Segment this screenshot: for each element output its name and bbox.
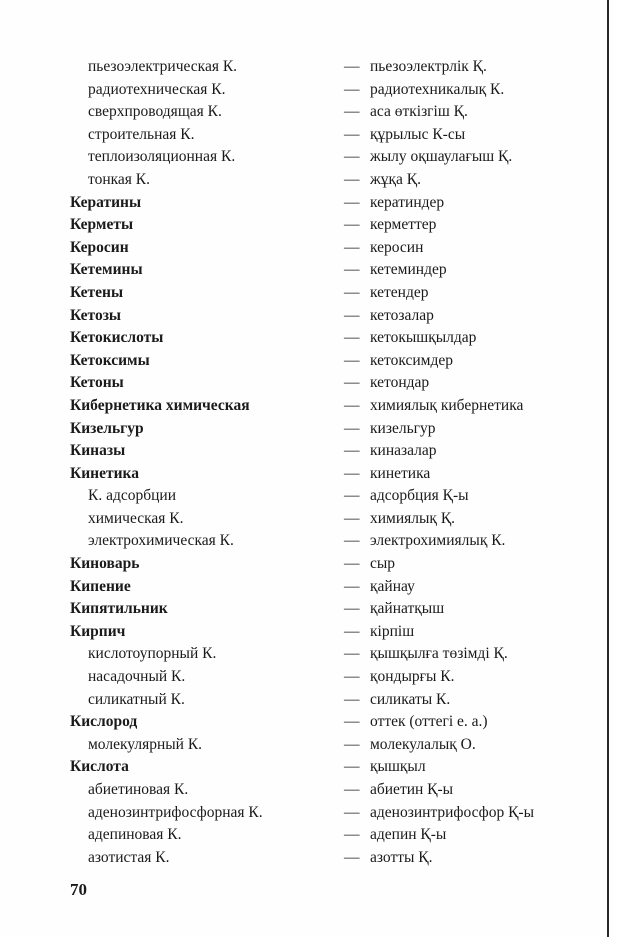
entry-translation: кетеминдер [370,261,447,279]
headword-entry [0,576,607,599]
entry-term: Кетоксимы [70,351,150,369]
entry-translation: қайнатқыш [370,600,445,618]
entry-dash: — [344,419,360,437]
entry-translation: кизельгур [370,419,436,437]
entry-dash: — [344,170,360,188]
entry-term: силикатный К. [88,690,185,708]
entry-dash: — [344,622,360,640]
headword-entry [0,621,607,644]
entry-term: кислотоупорный К. [88,645,217,663]
entry-term: Кирпич [70,622,126,640]
entry-term: азотистая К. [88,848,170,866]
entry-dash: — [344,351,360,369]
entry-translation: абиетин Қ-ы [370,781,454,798]
entry-translation: силикаты К. [370,690,451,708]
entry-term: К. адсорбции [88,487,177,505]
entry-translation: сыр [370,555,396,573]
entry-dash: — [344,261,360,279]
entry-translation: аса өткізгіш Қ. [370,103,468,121]
entry-term: Кетокислоты [70,329,164,347]
subentry [0,666,607,689]
entry-dash: — [344,329,360,347]
entry-term: Керметы [70,216,134,234]
entry-dash: — [344,80,360,98]
entry-dash: — [344,442,360,460]
entry-dash: — [344,306,360,324]
entry-term: Кетемины [70,261,143,279]
entry-translation: кинетика [370,464,431,482]
entry-dash: — [344,125,360,143]
headword-entry [0,440,607,463]
entry-translation: адсорбция Қ-ы [370,487,469,505]
entry-term: насадочный К. [88,668,186,686]
entry-translation: кератиндер [370,193,445,211]
headword-entry [0,237,607,260]
entry-dash: — [344,735,360,753]
entry-translation: қышқыл [370,758,426,776]
subentry [0,802,607,825]
headword-entry [0,214,607,237]
entry-term: аденозинтрифосфорная К. [88,803,263,821]
entry-translation: пьезоэлектрлік Қ. [370,58,487,75]
entry-dash: — [344,148,360,166]
entry-translation: радиотехникалық К. [370,80,505,98]
entry-dash: — [344,216,360,234]
entry-term: Кислота [70,758,129,776]
entry-translation: киназалар [370,442,437,460]
entry-dash: — [344,803,360,821]
entry-dash: — [344,532,360,550]
subentry [0,146,607,169]
headword-entry [0,756,607,779]
headword-entry [0,282,607,305]
subentry [0,779,607,802]
entry-term: Керосин [70,238,129,256]
headword-entry [0,711,607,734]
entry-term: радиотехническая К. [88,80,226,98]
entry-dash: — [344,758,360,776]
entry-translation: кірпіш [370,622,415,640]
headword-entry [0,305,607,328]
page-edge-line [607,0,609,937]
entry-term: Кипение [70,577,131,595]
subentry [0,847,607,870]
subentry [0,79,607,102]
entry-term: тонкая К. [88,170,151,188]
entry-term: химическая К. [88,509,184,527]
entry-term: Кетены [70,283,124,301]
entry-dash: — [344,848,360,866]
entry-translation: қондырғы К. [370,668,455,686]
headword-entry [0,598,607,621]
entry-translation: құрылыс К-сы [370,125,466,143]
entry-translation: азотты Қ. [370,848,433,866]
subentry [0,169,607,192]
headword-entry [0,259,607,282]
entry-translation: кетендер [370,283,429,301]
entry-translation: электрохимиялық К. [370,532,506,550]
entry-dash: — [344,577,360,595]
entry-translation: адепин Қ-ы [370,826,447,844]
entry-translation: қайнау [370,577,415,595]
subentry [0,485,607,508]
subentry [0,530,607,553]
subentry [0,824,607,847]
entry-term: Кинетика [70,464,139,482]
headword-entry [0,553,607,576]
headword-entry [0,395,607,418]
entry-term: Киноварь [70,555,140,573]
subentry [0,734,607,757]
entry-term: строительная К. [88,125,195,143]
entry-translation: аденозинтрифосфор Қ-ы [370,803,534,821]
subentry [0,689,607,712]
entry-dash: — [344,826,360,844]
entry-dash: — [344,374,360,392]
subentry [0,101,607,124]
entry-dash: — [344,668,360,686]
entry-term: Кибернетика химическая [70,396,250,414]
entry-term: сверхпроводящая К. [88,103,222,121]
entry-dash: — [344,238,360,256]
entry-term: Кизельгур [70,419,144,437]
entry-translation: молекулалық О. [370,735,476,753]
entry-translation: химиялық кибернетика [370,396,524,414]
headword-entry [0,350,607,373]
headword-entry [0,372,607,395]
headword-entry [0,418,607,441]
headword-entry [0,327,607,350]
subentry [0,124,607,147]
entry-dash: — [344,600,360,618]
subentry [0,643,607,666]
entry-dash: — [344,464,360,482]
entry-term: адепиновая К. [88,826,182,844]
entry-dash: — [344,509,360,527]
entry-translation: кетокышқылдар [370,329,477,347]
entry-dash: — [344,487,360,505]
entry-term: Кетозы [70,306,122,324]
entry-dash: — [344,193,360,211]
entry-term: теплоизоляционная К. [88,148,236,166]
entry-term: молекулярный К. [88,735,203,753]
entry-dash: — [344,645,360,663]
subentry [0,56,607,79]
page-number: 70 [70,880,87,899]
headword-entry [0,192,607,215]
entry-translation: жұқа Қ. [370,170,421,188]
entry-term: Кератины [70,193,142,211]
entry-translation: химиялық Қ. [370,509,456,527]
dictionary-entries [0,56,607,869]
entry-translation: керосин [370,238,424,256]
entry-term: абиетиновая К. [88,781,189,798]
subentry [0,508,607,531]
entry-translation: керметтер [370,216,437,234]
entry-translation: кетозалар [370,306,434,324]
entry-translation: оттек (оттегі е. а.) [370,713,488,731]
entry-term: Кислород [70,713,138,731]
entry-translation: кетоксимдер [370,351,453,369]
headword-entry [0,463,607,486]
entry-dash: — [344,283,360,301]
entry-dash: — [344,58,360,75]
entry-dash: — [344,396,360,414]
entry-dash: — [344,690,360,708]
entry-dash: — [344,103,360,121]
entry-translation: жылу оқшаулағыш Қ. [370,148,513,166]
entry-dash: — [344,555,360,573]
entry-term: Киназы [70,442,126,460]
entry-dash: — [344,781,360,798]
entry-term: электрохимическая К. [88,532,234,550]
entry-dash: — [344,713,360,731]
entry-translation: қышқылға төзімді Қ. [370,645,508,663]
entry-translation: кетондар [370,374,430,392]
entry-term: пьезоэлектрическая К. [88,58,238,75]
entry-term: Кетоны [70,374,124,392]
entry-term: Кипятильник [70,600,168,618]
